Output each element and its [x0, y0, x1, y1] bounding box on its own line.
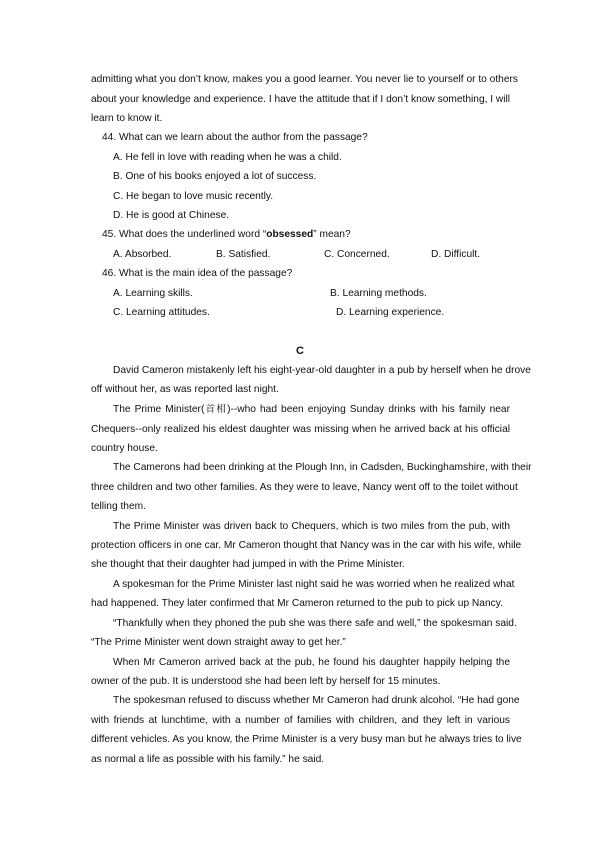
question-45-option-c: C. Concerned.	[324, 249, 390, 260]
passage-line: admitting what you don’t know, makes you a good learner. You never lie to yourself or to others	[91, 74, 518, 85]
paragraph-text: The Prime Minister(	[113, 404, 205, 415]
paragraph-line: had happened. They later confirmed that Mr Cameron returned to the pub to pick up Nancy.	[91, 598, 503, 609]
paragraph-line: protection officers in one car. Mr Cameron thought that Nancy was in the car with his wife, while	[91, 540, 522, 551]
paragraph-line: telling them.	[91, 501, 146, 512]
question-45-option-d: D. Difficult.	[431, 249, 481, 260]
question-46-option-b: B. Learning methods.	[330, 288, 427, 299]
passage-line: about your knowledge and experience. I have the attitude that if I don’t know something, I will	[91, 94, 511, 105]
paragraph-line: different vehicles. As you know, the Prime Minister is a very busy man but he always tries to live	[91, 734, 522, 745]
question-44-stem: 44. What can we learn about the author from the passage?	[102, 132, 368, 143]
question-45-option-b: B. Satisfied.	[216, 249, 271, 260]
paragraph-line: “Thankfully when they phoned the pub she was there safe and well,” the spokesman said.	[113, 618, 517, 629]
paragraph-line: A spokesman for the Prime Minister last night said he was worried when he realized what	[113, 579, 515, 590]
paragraph-line: as normal a life as possible with his family.” he said.	[91, 754, 325, 765]
question-45-stem	[102, 228, 351, 241]
question-44-option-a: A. He fell in love with reading when he was a child.	[113, 152, 342, 163]
paragraph-line: When Mr Cameron arrived back at the pub, he found his daughter happily helping the	[113, 657, 510, 668]
question-44-option-d: D. He is good at Chinese.	[113, 210, 230, 221]
question-45-stem-pre: 45. What does the underlined word “	[102, 229, 267, 240]
paragraph-line: “The Prime Minister went down straight away to get her.”	[91, 637, 346, 648]
paragraph-line: The Prime Minister was driven back to Chequers, which is two miles from the pub, with	[113, 521, 510, 532]
question-46-option-c: C. Learning attitudes.	[113, 307, 210, 318]
paragraph-text: )--who had been enjoying Sunday drinks with his family near	[227, 404, 510, 415]
question-45-option-a: A. Absorbed.	[113, 249, 172, 260]
paragraph-line: three children and two other families. As they were to leave, Nancy went off to the toilet without	[91, 482, 518, 493]
passage-line: learn to know it.	[91, 113, 163, 124]
chinese-gloss: 首相	[204, 404, 228, 415]
paragraph-line: Chequers--only realized his eldest daughter was missing when he arrived back at his official	[91, 424, 510, 435]
paragraph-line	[113, 403, 510, 416]
question-45-stem-post: ” mean?	[313, 229, 351, 240]
paragraph-line: The Camerons had been drinking at the Plough Inn, in Cadsden, Buckinghamshire, with their	[113, 462, 532, 473]
paragraph-line: with friends at lunchtime, with a number of families with children, and they left in various	[91, 715, 510, 726]
question-44-option-c: C. He began to love music recently.	[113, 191, 274, 202]
paragraph-line: off without her, as was reported last night.	[91, 384, 279, 395]
question-44-option-b: B. One of his books enjoyed a lot of success.	[113, 171, 317, 182]
paragraph-line: country house.	[91, 443, 158, 454]
underlined-word: obsessed	[266, 229, 314, 240]
question-46-stem: 46. What is the main idea of the passage?	[102, 268, 293, 279]
paragraph-line: David Cameron mistakenly left his eight-year-old daughter in a pub by herself when he drove	[113, 365, 531, 376]
paragraph-line: she thought that their daughter had jumped in with the Prime Minister.	[91, 559, 405, 570]
question-46-option-a: A. Learning skills.	[113, 288, 193, 299]
section-heading: C	[296, 345, 304, 357]
paragraph-line: owner of the pub. It is understood she had been left by herself for 15 minutes.	[91, 676, 441, 687]
question-46-option-d: D. Learning experience.	[336, 307, 445, 318]
paragraph-line: The spokesman refused to discuss whether Mr Cameron had drunk alcohol. “He had gone	[113, 695, 520, 706]
